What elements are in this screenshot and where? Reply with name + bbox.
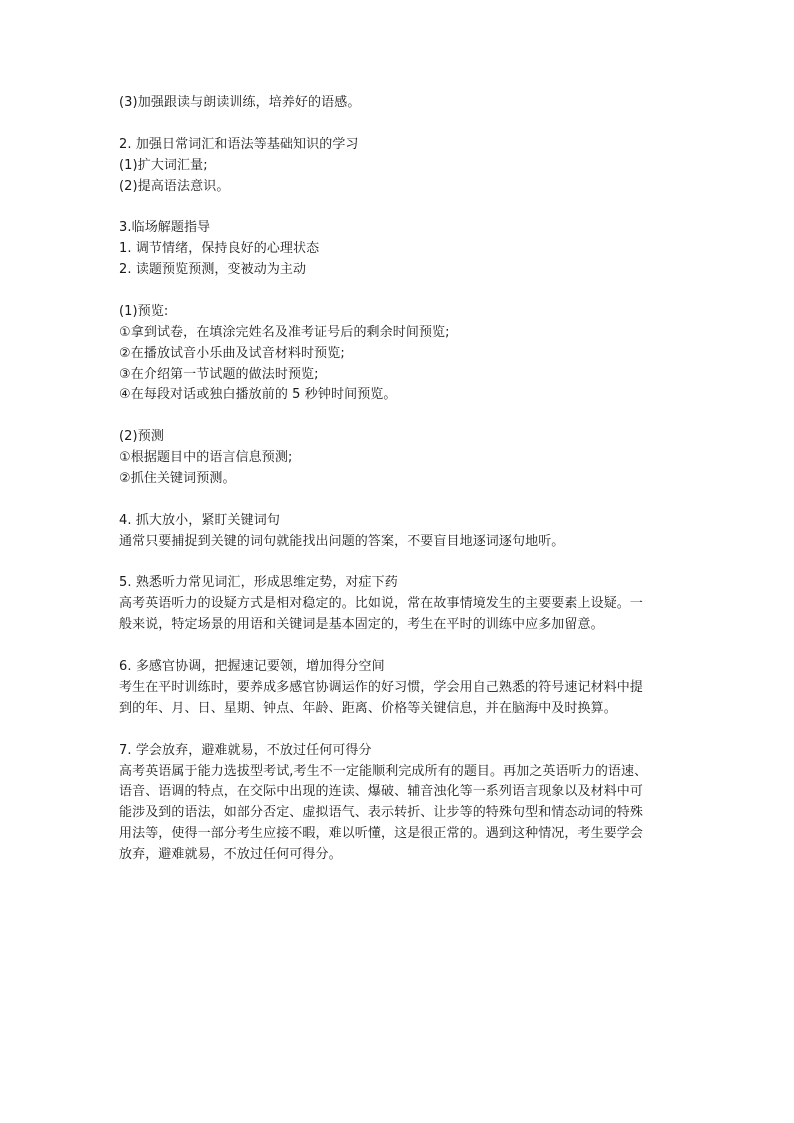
text-line: 通常只要捕捉到关键的词句就能找出问题的答案，不要盲目地逐词逐句地听。 bbox=[119, 533, 565, 549]
paragraph-gap bbox=[119, 197, 679, 218]
text-line: 高考英语属于能力选拔型考试,考生不一定能顺利完成所有的题目。再加之英语听力的语速、 bbox=[119, 763, 648, 779]
section-heading: 4. 抓大放小，紧盯关键词句 bbox=[119, 512, 280, 528]
section-heading: 7. 学会放弃，避难就易，不放过任何可得分 bbox=[119, 742, 372, 758]
paragraph-gap bbox=[119, 406, 679, 427]
text-line: 高考英语听力的设疑方式是相对稳定的。比如说，常在故事情境发生的主要要素上设疑。一 bbox=[119, 596, 644, 612]
section-heading: 2. 加强日常词汇和语法等基础知识的学习 bbox=[119, 136, 359, 152]
text-line: 语音、语调的特点，在交际中出现的连读、爆破、辅音浊化等一系列语言现象以及材料中可 bbox=[119, 784, 644, 800]
text-line: (2)预测 bbox=[119, 429, 164, 445]
text-line: 1. 调节情绪，保持良好的心理状态 bbox=[119, 241, 320, 257]
text-line: 能涉及到的语法，如部分否定、虚拟语气、表示转折、让步等的特殊句型和情态动词的特殊 bbox=[119, 805, 644, 821]
text-line: 放弃，避难就易，不放过任何可得分。 bbox=[119, 847, 342, 863]
paragraph-gap bbox=[119, 553, 679, 574]
text-line: (3)加强跟读与朗读训练，培养好的语感。 bbox=[119, 95, 361, 110]
list-item: ②在播放试音小乐曲及试音材料时预览; bbox=[119, 345, 345, 361]
text-line: 2. 读题预览预测，变被动为主动 bbox=[119, 262, 307, 278]
text-line: (2)提高语法意识。 bbox=[119, 178, 230, 194]
document-page bbox=[119, 93, 679, 866]
text-line: (1)预览: bbox=[119, 303, 169, 319]
paragraph-gap bbox=[119, 281, 679, 302]
paragraph-gap bbox=[119, 114, 679, 135]
section-heading: 3.临场解题指导 bbox=[119, 220, 211, 236]
list-item: ①根据题目中的语言信息预测; bbox=[119, 450, 293, 466]
text-line: 到的年、月、日、星期、钟点、年龄、距离、价格等关键信息，并在脑海中及时换算。 bbox=[119, 700, 617, 716]
text-line: 般来说，特定场景的用语和关键词是基本固定的，考生在平时的训练中应多加留意。 bbox=[119, 617, 604, 633]
list-item: ①拿到试卷，在填涂完姓名及准考证号后的剩余时间预览; bbox=[119, 324, 450, 340]
text-line: (1)扩大词汇量; bbox=[119, 157, 208, 173]
paragraph-gap bbox=[119, 636, 679, 657]
text-line: 考生在平时训练时，要养成多感官协调运作的好习惯，学会用自己熟悉的符号速记材料中提 bbox=[119, 679, 644, 695]
paragraph-gap bbox=[119, 490, 679, 511]
list-item: ③在介绍第一节试题的做法时预览; bbox=[119, 366, 319, 382]
section-heading: 6. 多感官协调，把握速记要领，增加得分空间 bbox=[119, 659, 385, 675]
section-heading: 5. 熟悉听力常见词汇，形成思维定势，对症下药 bbox=[119, 575, 398, 591]
paragraph-gap bbox=[119, 720, 679, 741]
list-item: ④在每段对话或独白播放前的 5 秒钟时间预览。 bbox=[119, 387, 397, 403]
text-line: 用法等，使得一部分考生应接不暇，难以听懂，这是很正常的。遇到这种情况，考生要学会 bbox=[119, 826, 644, 842]
list-item: ②抓住关键词预测。 bbox=[119, 471, 236, 487]
